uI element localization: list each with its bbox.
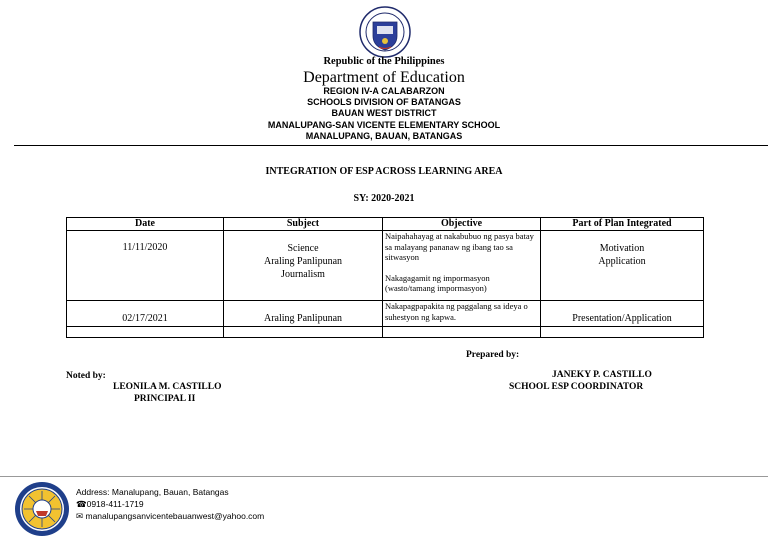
noted-by-name: LEONILA M. CASTILLO xyxy=(113,382,222,392)
noted-by-label: Noted by: xyxy=(66,371,106,381)
footer-phone-line xyxy=(76,499,144,510)
school-year: SY: 2020-2021 xyxy=(353,193,415,204)
objective-text: Naipahahayag at nakabubuo ng pasya batay sa malayang pananaw ng ibang tao sa sitwasyon xyxy=(385,231,534,262)
subject-item: Araling Panlipunan xyxy=(263,256,343,267)
footer-phone: 0918-411-1719 xyxy=(86,499,144,509)
objective-text: Nakapagpapakita ng paggalang sa ideya o suhestyon ng kapwa. xyxy=(385,301,528,322)
prepared-by-label: Prepared by: xyxy=(466,350,520,360)
footer-divider xyxy=(0,476,768,477)
phone-icon: ☎ xyxy=(76,499,87,509)
table-row-empty xyxy=(67,327,704,338)
footer-address: Address: Manalupang, Bauan, Batangas xyxy=(76,487,229,497)
column-header-date: Date xyxy=(67,218,224,231)
integration-table xyxy=(66,217,704,338)
column-header-part: Part of Plan Integrated xyxy=(541,218,704,231)
prepared-by-name: JANEKY P. CASTILLO xyxy=(552,370,652,380)
part-item: Motivation xyxy=(599,243,645,254)
objective-text: Nakagagamit ng impormasyon (wasto/tamang impormasyon) xyxy=(385,272,490,293)
republic-label: Republic of the Philippines xyxy=(323,56,445,67)
part-cell xyxy=(541,301,704,327)
date-cell: 11/11/2020 xyxy=(67,231,224,301)
part-cell xyxy=(541,231,704,301)
column-header-subject: Subject xyxy=(224,218,383,231)
table-row xyxy=(67,231,704,301)
school-name: MANALUPANG-SAN VICENTE ELEMENTARY SCHOOL xyxy=(267,120,501,130)
region-label: REGION IV-A CALABARZON xyxy=(323,86,445,96)
school-logo xyxy=(14,481,70,537)
division-label: SCHOOLS DIVISION OF BATANGAS xyxy=(307,97,461,107)
table-header-row xyxy=(67,218,704,231)
column-header-objective: Objective xyxy=(383,218,541,231)
prepared-by-title: SCHOOL ESP COORDINATOR xyxy=(509,382,644,392)
part-item: Presentation/Application xyxy=(572,313,672,324)
objective-cell xyxy=(383,301,541,327)
footer-email[interactable]: manalupangsanvicentebauanwest@yahoo.com xyxy=(85,511,265,521)
noted-by-title: PRINCIPAL II xyxy=(134,394,196,404)
email-icon: ✉ xyxy=(76,511,84,521)
document-title: INTEGRATION OF ESP ACROSS LEARNING AREA xyxy=(265,166,503,177)
footer-email-line xyxy=(76,511,264,522)
objective-cell xyxy=(383,231,541,301)
deped-seal-logo xyxy=(359,6,411,58)
subject-cell xyxy=(224,231,383,301)
header-divider xyxy=(14,145,768,146)
subject-item: Araling Panlipunan xyxy=(263,313,343,324)
school-location: MANALUPANG, BAUAN, BATANGAS xyxy=(305,131,463,141)
department-name: Department of Education xyxy=(303,69,465,86)
district-label: BAUAN WEST DISTRICT xyxy=(331,108,437,118)
date-cell: 02/17/2021 xyxy=(67,301,224,327)
table-row xyxy=(67,301,704,327)
subject-item: Science xyxy=(287,243,319,254)
subject-cell xyxy=(224,301,383,327)
part-item: Application xyxy=(598,256,646,267)
subject-item: Journalism xyxy=(281,269,325,280)
